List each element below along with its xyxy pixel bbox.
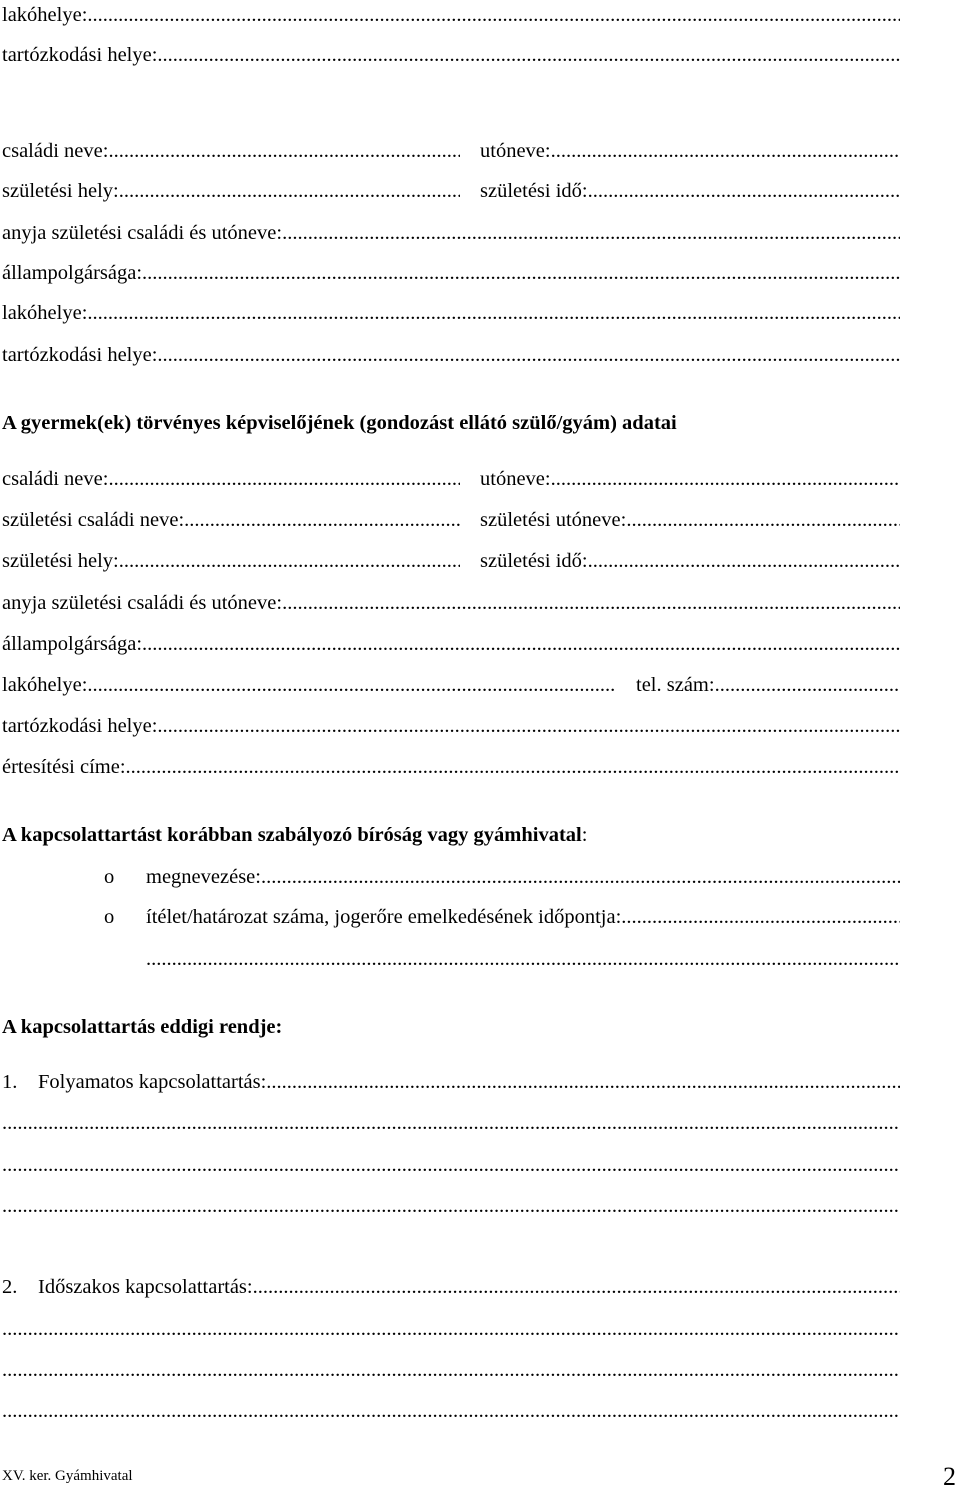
field-csaladi-neve[interactable]: [2, 464, 460, 494]
fill-line: [157, 711, 900, 741]
field-label: születési idő:: [480, 180, 588, 202]
blank-line[interactable]: [2, 1314, 900, 1344]
blank-line[interactable]: [2, 1150, 900, 1180]
fill-line-continuation[interactable]: [146, 944, 900, 974]
field-label: állampolgársága:: [2, 633, 143, 655]
field-label: utóneve:: [480, 468, 551, 490]
fill-line: [157, 40, 900, 70]
field-label: születési hely:: [2, 550, 119, 572]
fill-line: [551, 136, 900, 166]
fill-line: [261, 862, 900, 892]
field-szuletesi-utoneve[interactable]: [480, 505, 900, 535]
field-anyja-neve[interactable]: [2, 218, 900, 248]
field-label: lakóhelye:: [2, 4, 88, 26]
field-lakohely[interactable]: [2, 298, 900, 328]
field-folyamatos-kapcsolattartas[interactable]: [38, 1067, 900, 1097]
field-label: családi neve:: [2, 140, 109, 162]
field-label: ítélet/határozat száma, jogerőre emelkedésének időpontja:: [146, 906, 622, 928]
field-label: születési családi neve:: [2, 509, 185, 531]
field-utoneve[interactable]: [480, 464, 900, 494]
section-heading-court: [2, 820, 587, 850]
field-label: tel. szám:: [636, 674, 715, 696]
fill-line: [588, 546, 900, 576]
fill-line: [108, 136, 460, 166]
field-label: családi neve:: [2, 468, 109, 490]
blank-line[interactable]: [2, 1396, 900, 1426]
field-label: Folyamatos kapcsolattartás:: [38, 1071, 267, 1093]
fill-line: [108, 464, 460, 494]
field-tartozkodasi-hely[interactable]: [2, 711, 900, 741]
field-allampolgarsag[interactable]: [2, 629, 900, 659]
field-label: tartózkodási helye:: [2, 344, 158, 366]
fill-line: [126, 752, 900, 782]
field-tartozkodasi-hely[interactable]: [2, 40, 900, 70]
field-label: megnevezése:: [146, 866, 261, 888]
field-lakohely[interactable]: [2, 0, 900, 30]
item-number: 2.: [2, 1276, 18, 1298]
field-label: utóneve:: [480, 140, 551, 162]
field-megnevezes[interactable]: [146, 862, 900, 892]
field-label: születési utóneve:: [480, 509, 627, 531]
bullet-icon: o: [104, 866, 115, 888]
fill-line: [87, 670, 616, 700]
field-idoszakos-kapcsolattartas[interactable]: [38, 1272, 900, 1302]
field-label: értesítési címe:: [2, 756, 126, 778]
fill-line: [87, 0, 900, 30]
field-csaladi-neve[interactable]: [2, 136, 460, 166]
court-heading-text: A kapcsolattartást korábban szabályozó bíróság vagy gyámhivatal: [2, 824, 582, 846]
field-label: lakóhelye:: [2, 302, 88, 324]
section-heading-guardian: A gyermek(ek) törvényes képviselőjének (gondozást ellátó szülő/gyám) adatai: [2, 412, 677, 434]
fill-line: [157, 340, 900, 370]
court-heading-colon: :: [581, 824, 588, 846]
field-szuletesi-hely[interactable]: [2, 176, 460, 206]
field-label: születési hely:: [2, 180, 119, 202]
field-lakohely[interactable]: [2, 670, 616, 700]
fill-line: [282, 218, 900, 248]
field-label: állampolgársága:: [2, 262, 143, 284]
field-tel-szam[interactable]: [636, 670, 900, 700]
fill-line: [588, 176, 900, 206]
fill-line: [282, 588, 900, 618]
fill-line: [626, 505, 900, 535]
fill-line: [621, 902, 900, 932]
field-label: anyja születési családi és utóneve:: [2, 222, 283, 244]
field-tartozkodasi-hely[interactable]: [2, 340, 900, 370]
fill-line: [142, 258, 900, 288]
item-number: 1.: [2, 1071, 18, 1093]
field-label: tartózkodási helye:: [2, 44, 158, 66]
fill-line: [253, 1272, 900, 1302]
field-label: anyja születési családi és utóneve:: [2, 592, 283, 614]
fill-line: [551, 464, 900, 494]
blank-line[interactable]: [2, 1191, 900, 1221]
bullet-icon: o: [104, 906, 115, 928]
fill-line: [266, 1067, 900, 1097]
field-anyja-neve[interactable]: [2, 588, 900, 618]
field-label: Időszakos kapcsolattartás:: [38, 1276, 253, 1298]
field-utoneve[interactable]: [480, 136, 900, 166]
field-szuletesi-hely[interactable]: [2, 546, 460, 576]
field-allampolgarsag[interactable]: [2, 258, 900, 288]
field-label: tartózkodási helye:: [2, 715, 158, 737]
fill-line: [715, 670, 900, 700]
field-label: lakóhelye:: [2, 674, 88, 696]
field-label: születési idő:: [480, 550, 588, 572]
fill-line: [119, 176, 460, 206]
fill-line: [119, 546, 460, 576]
blank-line[interactable]: [2, 1355, 900, 1385]
field-ertesitesi-cim[interactable]: [2, 752, 900, 782]
fill-line: [184, 505, 460, 535]
field-szuletesi-ido[interactable]: [480, 546, 900, 576]
footer-office: XV. ker. Gyámhivatal: [2, 1468, 133, 1484]
section-heading-contact: A kapcsolattartás eddigi rendje:: [2, 1016, 283, 1038]
field-szuletesi-csaladi-neve[interactable]: [2, 505, 460, 535]
field-szuletesi-ido[interactable]: [480, 176, 900, 206]
fill-line: [142, 629, 900, 659]
page-number: 2: [943, 1462, 956, 1491]
fill-line: [87, 298, 900, 328]
field-itelet-szama[interactable]: [146, 902, 900, 932]
blank-line[interactable]: [2, 1108, 900, 1138]
